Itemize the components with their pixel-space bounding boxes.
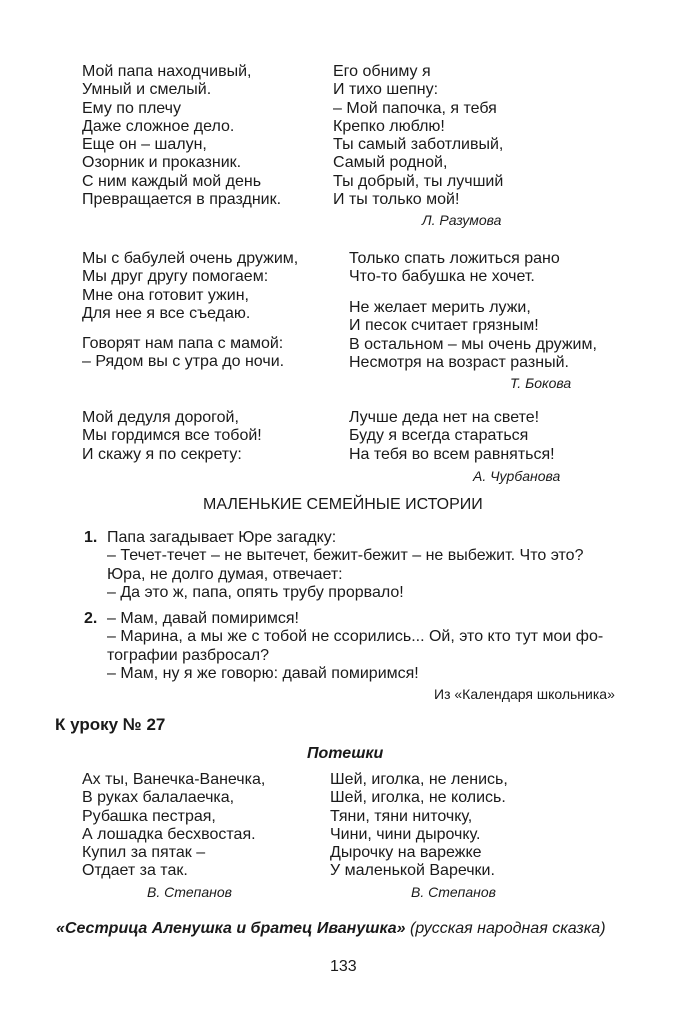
verse-line: Мы гордимся все тобой! (82, 427, 262, 445)
story-line: – Да это ж, папа, опять трубу прорвало! (107, 583, 404, 601)
verse-line: И скажу я по секрету: (82, 445, 242, 463)
verse-line: Его обниму я (333, 63, 431, 80)
verse-line: Мне она готовит ужин, (82, 286, 249, 304)
verse-line: Что-то бабушка не хочет. (349, 268, 535, 286)
verse-line: Только спать ложиться рано (349, 250, 560, 267)
verse-line: Тяни, тяни ниточку, (330, 807, 473, 825)
verse-line: Крепко люблю! (333, 117, 445, 135)
verse-line: Озорник и проказник. (82, 154, 242, 172)
verse-line: С ним каждый мой день (82, 172, 262, 190)
poem1-left (82, 63, 281, 209)
verse-line: Мы друг другу помогаем: (82, 268, 269, 286)
story-number: 1. (84, 529, 98, 546)
poem2-right-stanza1 (349, 250, 560, 287)
verse-line: В руках балалаечка, (82, 789, 235, 807)
story-line: Папа загадывает Юре загадку: (107, 529, 337, 546)
verse-line: Говорят нам папа с мамой: (82, 335, 284, 352)
verse-line: Отдает за так. (82, 862, 188, 880)
verse-line: Рубашка пестрая, (82, 807, 216, 825)
story-line: тографии разбросал? (107, 646, 270, 664)
lesson-right-poem (330, 771, 508, 881)
tale-line (56, 920, 606, 938)
verse-line: – Мой папочка, я тебя (333, 99, 497, 117)
verse-line: Для нее я все съедаю. (82, 304, 251, 322)
poem1-author: Л. Разумова (422, 212, 502, 228)
verse-line: Мы с бабулей очень дружим, (82, 250, 299, 267)
verse-line: Даже сложное дело. (82, 117, 235, 135)
verse-line: В остальном – мы очень дружим, (349, 335, 597, 353)
verse-line: Дырочку на варежке (330, 844, 482, 862)
verse-line: Буду я всегда стараться (349, 427, 529, 445)
verse-line: Чини, чини дырочку. (330, 825, 481, 843)
story-line: Юра, не долго думая, отвечает: (107, 565, 343, 583)
poem3-left (82, 409, 262, 464)
story-line: – Течет-течет – не вытечет, бежит-бежит – не выбежит. Что это? (107, 547, 584, 565)
verse-line: Шей, иголка, не ленись, (330, 771, 508, 788)
poem2-left-stanza1 (82, 250, 298, 323)
verse-line: А лошадка бесхвостая. (82, 825, 256, 843)
poem3-right (349, 409, 555, 464)
verse-line: Ему по плечу (82, 99, 182, 117)
verse-line: Ты самый заботливый, (333, 136, 504, 154)
verse-line: И тихо шепну: (333, 81, 439, 99)
verse-line: Не желает мерить лужи, (349, 299, 531, 316)
lesson-right-author: В. Степанов (411, 884, 496, 900)
lesson-left-author: В. Степанов (147, 884, 232, 900)
poem2-right-stanza2 (349, 299, 597, 372)
verse-line: У маленькой Варечки. (330, 862, 495, 880)
verse-line: Еще он – шалун, (82, 136, 207, 154)
page-number: 133 (330, 958, 357, 975)
verse-line: И ты только мой! (333, 191, 460, 209)
verse-line: Лучше деда нет на свете! (349, 409, 540, 426)
verse-line: Превращается в праздник. (82, 191, 282, 209)
verse-line: Умный и смелый. (82, 81, 212, 99)
lesson-title: К уроку № 27 (55, 715, 166, 734)
verse-line: Шей, иголка, не колись. (330, 789, 506, 807)
verse-line: На тебя во всем равняться! (349, 445, 555, 463)
tale-note: (русская народная сказка) (410, 920, 606, 937)
poem1-right (333, 63, 503, 209)
stories-title: МАЛЕНЬКИЕ СЕМЕЙНЫЕ ИСТОРИИ (203, 496, 483, 513)
verse-line: Ты добрый, ты лучший (333, 172, 504, 190)
lesson-subtitle: Потешки (307, 745, 384, 762)
verse-line: Мой папа находчивый, (82, 63, 252, 80)
verse-line: И песок считает грязным! (349, 317, 539, 335)
story-2 (107, 610, 603, 683)
story-line: – Мам, давай помиримся! (107, 610, 299, 627)
verse-line: Мой дедуля дорогой, (82, 409, 239, 426)
verse-line: Ах ты, Ванечка-Ванечка, (82, 771, 266, 788)
lesson-left-poem (82, 771, 265, 881)
story-line: – Марина, а мы же с тобой не ссорились... Ой, это кто тут мои фо- (107, 628, 604, 646)
poem3-author: А. Чурбанова (473, 468, 561, 484)
stories-source: Из «Календаря школьника» (434, 686, 615, 702)
poem2-author: Т. Бокова (510, 375, 572, 391)
verse-line: Купил за пятак – (82, 844, 206, 862)
verse-line: Самый родной, (333, 154, 448, 172)
story-number: 2. (84, 610, 98, 627)
tale-title: «Сестрица Аленушка и братец Иванушка» (56, 920, 406, 937)
poem2-left-stanza2 (82, 335, 284, 372)
story-line: – Мам, ну я же говорю: давай помиримся! (107, 664, 419, 682)
story-1 (107, 529, 583, 602)
verse-line: Несмотря на возраст разный. (349, 353, 569, 371)
verse-line: – Рядом вы с утра до ночи. (82, 353, 285, 371)
